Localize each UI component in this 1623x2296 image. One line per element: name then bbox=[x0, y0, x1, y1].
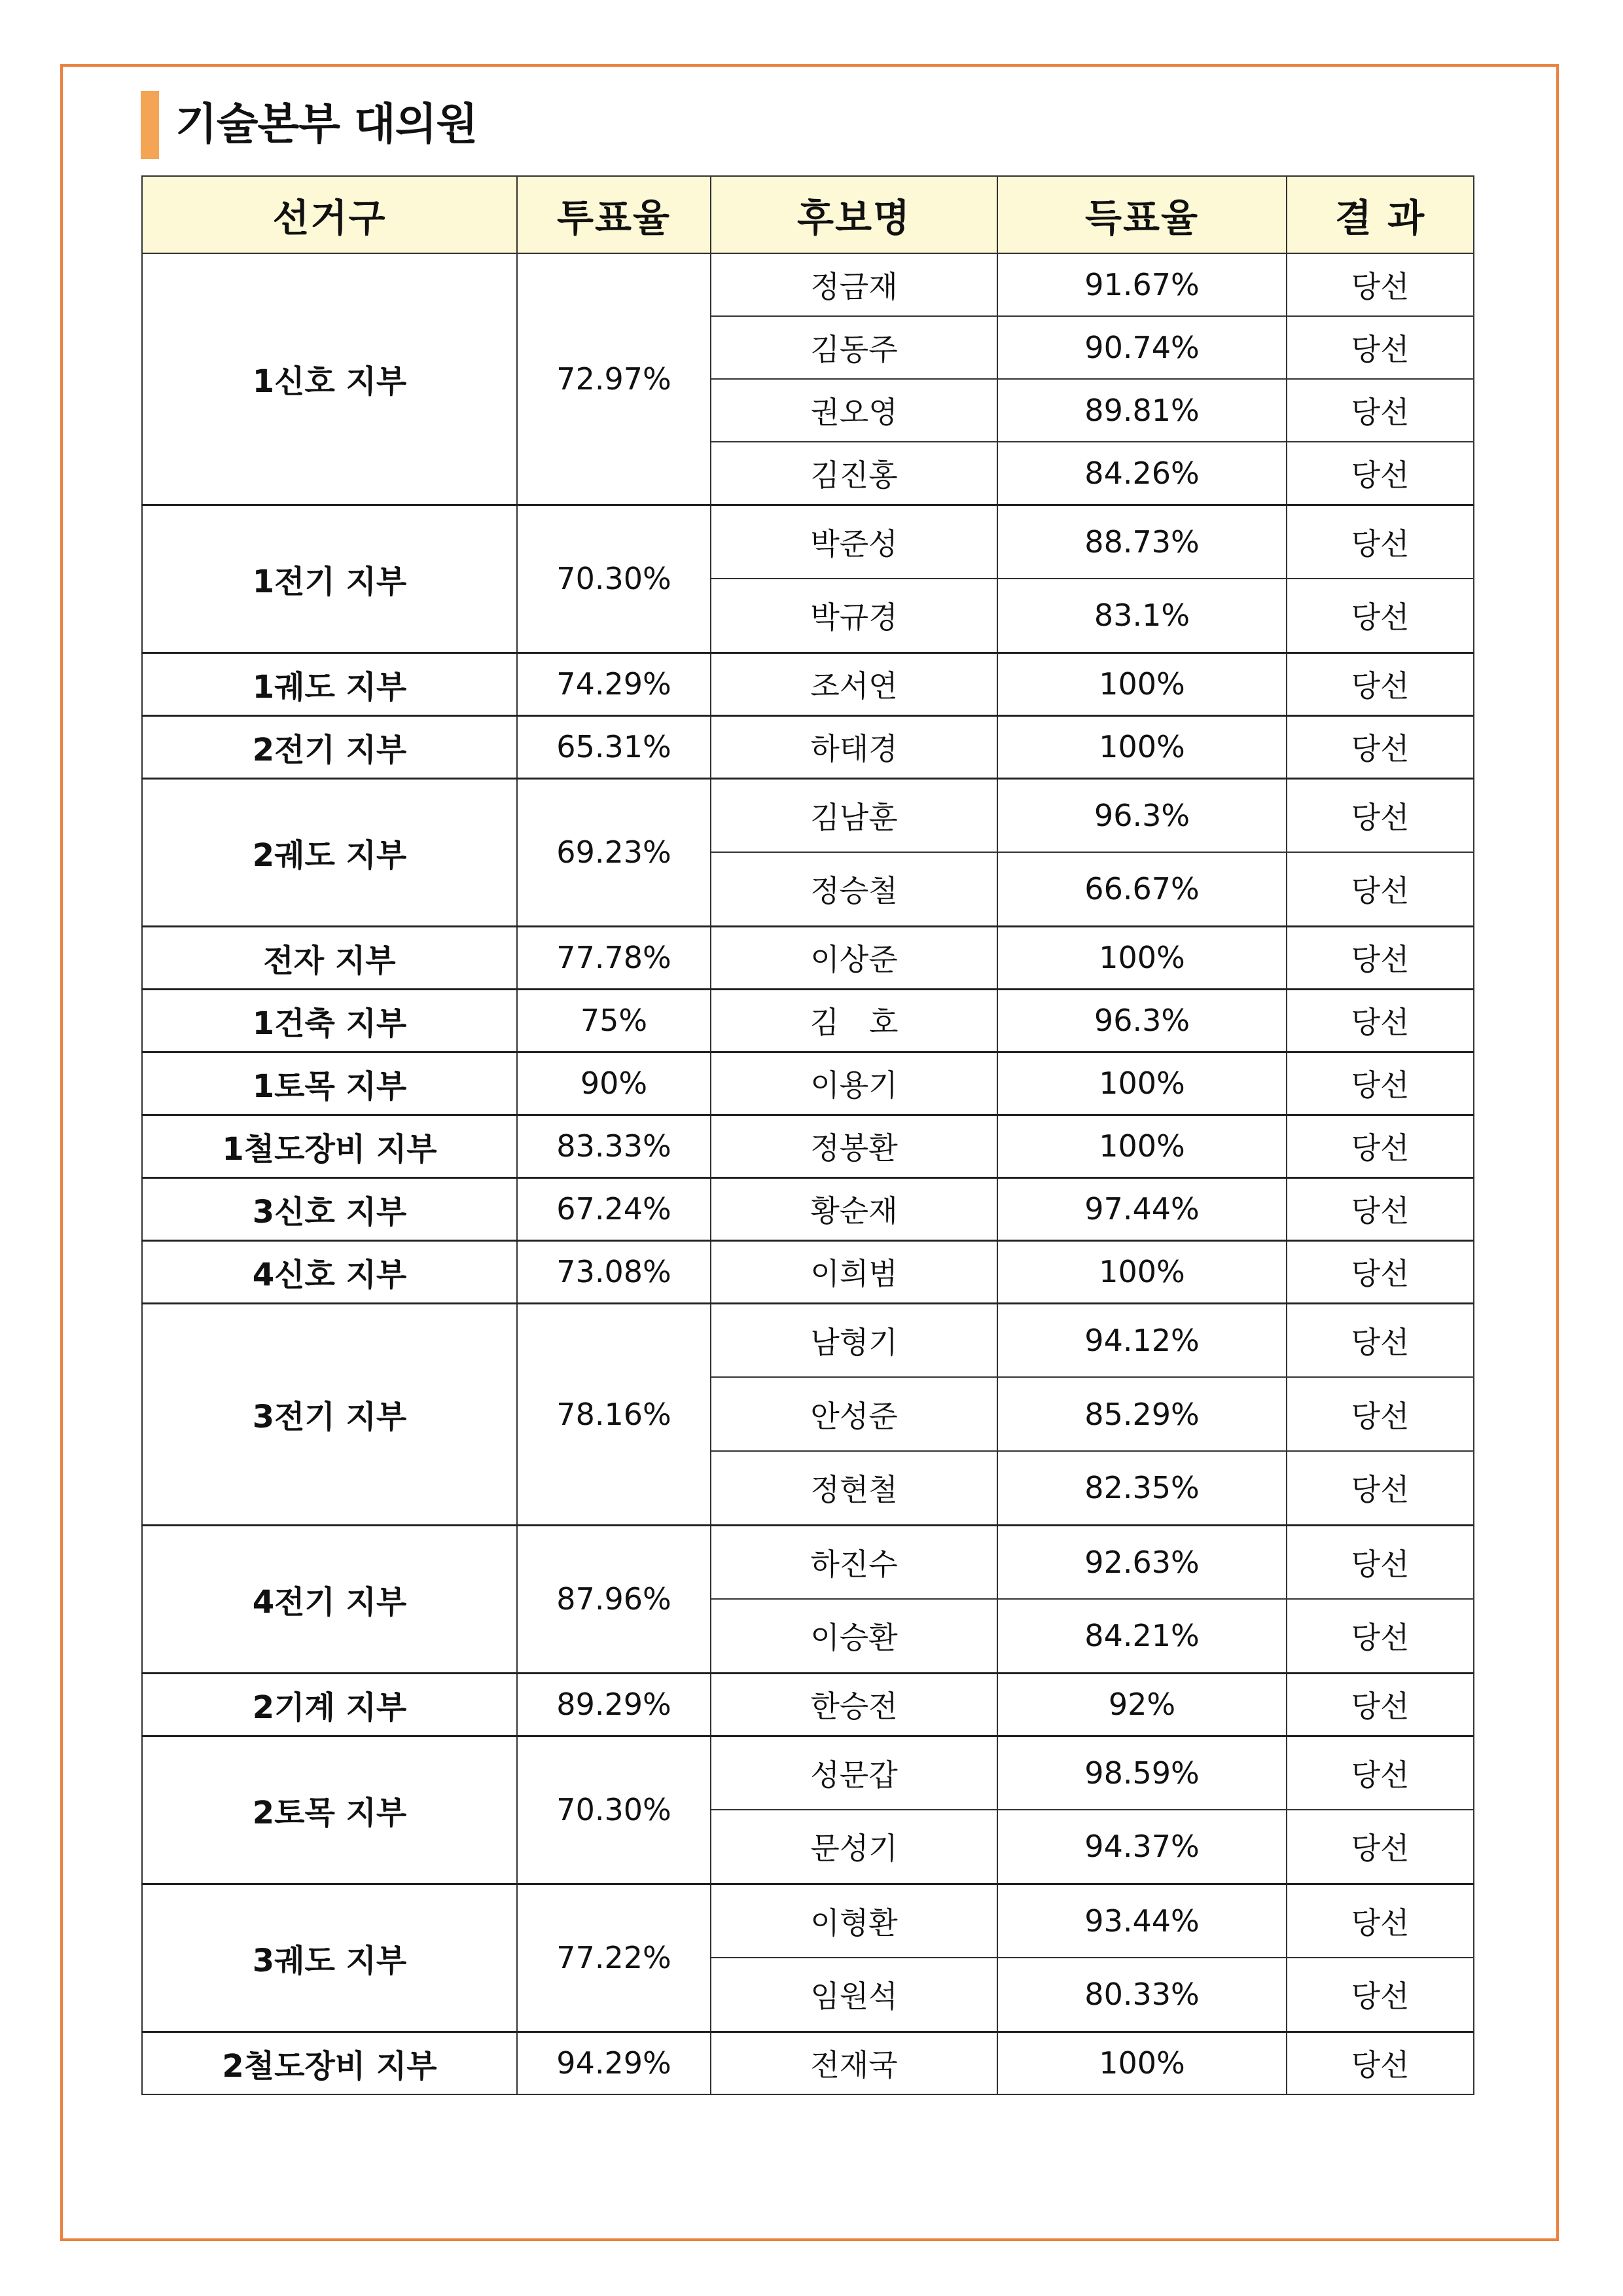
vote-share-cell: 85.29% bbox=[997, 1377, 1287, 1451]
turnout-cell: 70.30% bbox=[517, 1736, 711, 1884]
district-cell: 2궤도 지부 bbox=[142, 778, 517, 926]
table-row bbox=[142, 1673, 1474, 1736]
vote-share-cell: 84.21% bbox=[997, 1599, 1287, 1673]
table-row bbox=[142, 1525, 1474, 1599]
district-cell: 1신호 지부 bbox=[142, 253, 517, 505]
result-cell: 당선 bbox=[1287, 1115, 1474, 1177]
result-cell: 당선 bbox=[1287, 1958, 1474, 2032]
district-cell: 3궤도 지부 bbox=[142, 1884, 517, 2032]
result-cell: 당선 bbox=[1287, 316, 1474, 379]
turnout-cell: 65.31% bbox=[517, 715, 711, 778]
result-cell: 당선 bbox=[1287, 1451, 1474, 1525]
vote-share-cell: 98.59% bbox=[997, 1736, 1287, 1810]
district-cell: 1철도장비 지부 bbox=[142, 1115, 517, 1177]
candidate-name-cell: 이형환 bbox=[711, 1884, 997, 1958]
candidate-name-cell: 하진수 bbox=[711, 1525, 997, 1599]
candidate-name-cell: 이상준 bbox=[711, 926, 997, 989]
district-group bbox=[142, 1303, 1474, 1525]
vote-share-cell: 96.3% bbox=[997, 778, 1287, 852]
district-cell: 1전기 지부 bbox=[142, 505, 517, 653]
turnout-cell: 83.33% bbox=[517, 1115, 711, 1177]
turnout-cell: 77.78% bbox=[517, 926, 711, 989]
table-row bbox=[142, 253, 1474, 316]
district-cell: 2기계 지부 bbox=[142, 1673, 517, 1736]
district-group bbox=[142, 1525, 1474, 1673]
district-cell: 4전기 지부 bbox=[142, 1525, 517, 1673]
result-cell: 당선 bbox=[1287, 778, 1474, 852]
candidate-name-cell: 남형기 bbox=[711, 1303, 997, 1377]
header-vote-share: 득표율 bbox=[997, 176, 1287, 253]
turnout-cell: 73.08% bbox=[517, 1240, 711, 1303]
table-row bbox=[142, 2032, 1474, 2094]
candidate-name-cell: 정봉환 bbox=[711, 1115, 997, 1177]
district-group bbox=[142, 1884, 1474, 2032]
candidate-name-cell: 한승전 bbox=[711, 1673, 997, 1736]
candidate-name-cell: 김진홍 bbox=[711, 442, 997, 505]
result-cell: 당선 bbox=[1287, 852, 1474, 926]
result-cell: 당선 bbox=[1287, 1240, 1474, 1303]
vote-share-cell: 83.1% bbox=[997, 579, 1287, 653]
district-cell: 1토목 지부 bbox=[142, 1052, 517, 1115]
candidate-name-cell: 김동주 bbox=[711, 316, 997, 379]
table-row bbox=[142, 1052, 1474, 1115]
turnout-cell: 72.97% bbox=[517, 253, 711, 505]
table-row bbox=[142, 653, 1474, 715]
district-group bbox=[142, 2032, 1474, 2094]
candidate-name-cell: 성문갑 bbox=[711, 1736, 997, 1810]
vote-share-cell: 89.81% bbox=[997, 379, 1287, 442]
turnout-cell: 89.29% bbox=[517, 1673, 711, 1736]
vote-share-cell: 100% bbox=[997, 653, 1287, 715]
result-cell: 당선 bbox=[1287, 1377, 1474, 1451]
table-row bbox=[142, 926, 1474, 989]
district-group bbox=[142, 1240, 1474, 1303]
district-group bbox=[142, 1736, 1474, 1884]
vote-share-cell: 90.74% bbox=[997, 316, 1287, 379]
turnout-cell: 94.29% bbox=[517, 2032, 711, 2094]
candidate-name-cell: 박규경 bbox=[711, 579, 997, 653]
table-row bbox=[142, 1736, 1474, 1810]
section-title: 기술본부 대의원 bbox=[175, 99, 478, 149]
district-group bbox=[142, 778, 1474, 926]
candidate-name-cell: 하태경 bbox=[711, 715, 997, 778]
vote-share-cell: 100% bbox=[997, 715, 1287, 778]
table-row bbox=[142, 1115, 1474, 1177]
district-group bbox=[142, 253, 1474, 505]
vote-share-cell: 100% bbox=[997, 1115, 1287, 1177]
district-cell: 2철도장비 지부 bbox=[142, 2032, 517, 2094]
result-cell: 당선 bbox=[1287, 579, 1474, 653]
turnout-cell: 74.29% bbox=[517, 653, 711, 715]
result-cell: 당선 bbox=[1287, 989, 1474, 1052]
table-row bbox=[142, 1177, 1474, 1240]
candidate-name-cell: 이용기 bbox=[711, 1052, 997, 1115]
header-district: 선거구 bbox=[142, 176, 517, 253]
result-cell: 당선 bbox=[1287, 653, 1474, 715]
district-cell: 3전기 지부 bbox=[142, 1303, 517, 1525]
candidate-name-cell: 권오영 bbox=[711, 379, 997, 442]
candidate-name-cell: 정현철 bbox=[711, 1451, 997, 1525]
result-cell: 당선 bbox=[1287, 1177, 1474, 1240]
table-row bbox=[142, 505, 1474, 579]
turnout-cell: 67.24% bbox=[517, 1177, 711, 1240]
header-result: 결 과 bbox=[1287, 176, 1474, 253]
result-cell: 당선 bbox=[1287, 1303, 1474, 1377]
vote-share-cell: 97.44% bbox=[997, 1177, 1287, 1240]
result-cell: 당선 bbox=[1287, 1599, 1474, 1673]
district-group bbox=[142, 1115, 1474, 1177]
vote-share-cell: 82.35% bbox=[997, 1451, 1287, 1525]
district-cell: 4신호 지부 bbox=[142, 1240, 517, 1303]
turnout-cell: 69.23% bbox=[517, 778, 711, 926]
result-cell: 당선 bbox=[1287, 715, 1474, 778]
turnout-cell: 78.16% bbox=[517, 1303, 711, 1525]
table-row bbox=[142, 1884, 1474, 1958]
candidate-name-cell: 이희범 bbox=[711, 1240, 997, 1303]
result-cell: 당선 bbox=[1287, 253, 1474, 316]
header-turnout: 투표율 bbox=[517, 176, 711, 253]
result-cell: 당선 bbox=[1287, 505, 1474, 579]
district-group bbox=[142, 715, 1474, 778]
vote-share-cell: 100% bbox=[997, 1240, 1287, 1303]
vote-share-cell: 94.12% bbox=[997, 1303, 1287, 1377]
turnout-cell: 75% bbox=[517, 989, 711, 1052]
election-results-table bbox=[141, 175, 1474, 2095]
result-cell: 당선 bbox=[1287, 1673, 1474, 1736]
district-group bbox=[142, 1052, 1474, 1115]
table-row bbox=[142, 1303, 1474, 1377]
district-cell: 1건축 지부 bbox=[142, 989, 517, 1052]
vote-share-cell: 100% bbox=[997, 1052, 1287, 1115]
district-cell: 3신호 지부 bbox=[142, 1177, 517, 1240]
vote-share-cell: 80.33% bbox=[997, 1958, 1287, 2032]
vote-share-cell: 84.26% bbox=[997, 442, 1287, 505]
result-cell: 당선 bbox=[1287, 1884, 1474, 1958]
candidate-name-cell: 이승환 bbox=[711, 1599, 997, 1673]
vote-share-cell: 88.73% bbox=[997, 505, 1287, 579]
vote-share-cell: 93.44% bbox=[997, 1884, 1287, 1958]
vote-share-cell: 91.67% bbox=[997, 253, 1287, 316]
result-cell: 당선 bbox=[1287, 926, 1474, 989]
candidate-name-cell: 임원석 bbox=[711, 1958, 997, 2032]
result-cell: 당선 bbox=[1287, 1810, 1474, 1884]
candidate-name-cell: 전재국 bbox=[711, 2032, 997, 2094]
turnout-cell: 77.22% bbox=[517, 1884, 711, 2032]
result-cell: 당선 bbox=[1287, 1052, 1474, 1115]
candidate-name-cell: 정승철 bbox=[711, 852, 997, 926]
vote-share-cell: 96.3% bbox=[997, 989, 1287, 1052]
result-cell: 당선 bbox=[1287, 379, 1474, 442]
candidate-name-cell: 조서연 bbox=[711, 653, 997, 715]
result-cell: 당선 bbox=[1287, 2032, 1474, 2094]
vote-share-cell: 66.67% bbox=[997, 852, 1287, 926]
result-cell: 당선 bbox=[1287, 442, 1474, 505]
candidate-name-cell: 김남훈 bbox=[711, 778, 997, 852]
district-group bbox=[142, 1177, 1474, 1240]
vote-share-cell: 92.63% bbox=[997, 1525, 1287, 1599]
district-group bbox=[142, 653, 1474, 715]
turnout-cell: 87.96% bbox=[517, 1525, 711, 1673]
title-accent-bar bbox=[141, 91, 159, 159]
candidate-name-cell: 김 호 bbox=[711, 989, 997, 1052]
district-group bbox=[142, 989, 1474, 1052]
vote-share-cell: 100% bbox=[997, 2032, 1287, 2094]
vote-share-cell: 92% bbox=[997, 1673, 1287, 1736]
header-candidate: 후보명 bbox=[711, 176, 997, 253]
table-header-row bbox=[142, 176, 1474, 253]
result-cell: 당선 bbox=[1287, 1525, 1474, 1599]
district-group bbox=[142, 1673, 1474, 1736]
turnout-cell: 70.30% bbox=[517, 505, 711, 653]
table-row bbox=[142, 989, 1474, 1052]
candidate-name-cell: 박준성 bbox=[711, 505, 997, 579]
district-cell: 2토목 지부 bbox=[142, 1736, 517, 1884]
table-row bbox=[142, 715, 1474, 778]
candidate-name-cell: 정금재 bbox=[711, 253, 997, 316]
district-group bbox=[142, 505, 1474, 653]
result-cell: 당선 bbox=[1287, 1736, 1474, 1810]
table-row bbox=[142, 1240, 1474, 1303]
candidate-name-cell: 안성준 bbox=[711, 1377, 997, 1451]
district-cell: 1궤도 지부 bbox=[142, 653, 517, 715]
turnout-cell: 90% bbox=[517, 1052, 711, 1115]
candidate-name-cell: 문성기 bbox=[711, 1810, 997, 1884]
vote-share-cell: 100% bbox=[997, 926, 1287, 989]
district-group bbox=[142, 926, 1474, 989]
candidate-name-cell: 황순재 bbox=[711, 1177, 997, 1240]
vote-share-cell: 94.37% bbox=[997, 1810, 1287, 1884]
table-row bbox=[142, 778, 1474, 852]
district-cell: 전자 지부 bbox=[142, 926, 517, 989]
district-cell: 2전기 지부 bbox=[142, 715, 517, 778]
